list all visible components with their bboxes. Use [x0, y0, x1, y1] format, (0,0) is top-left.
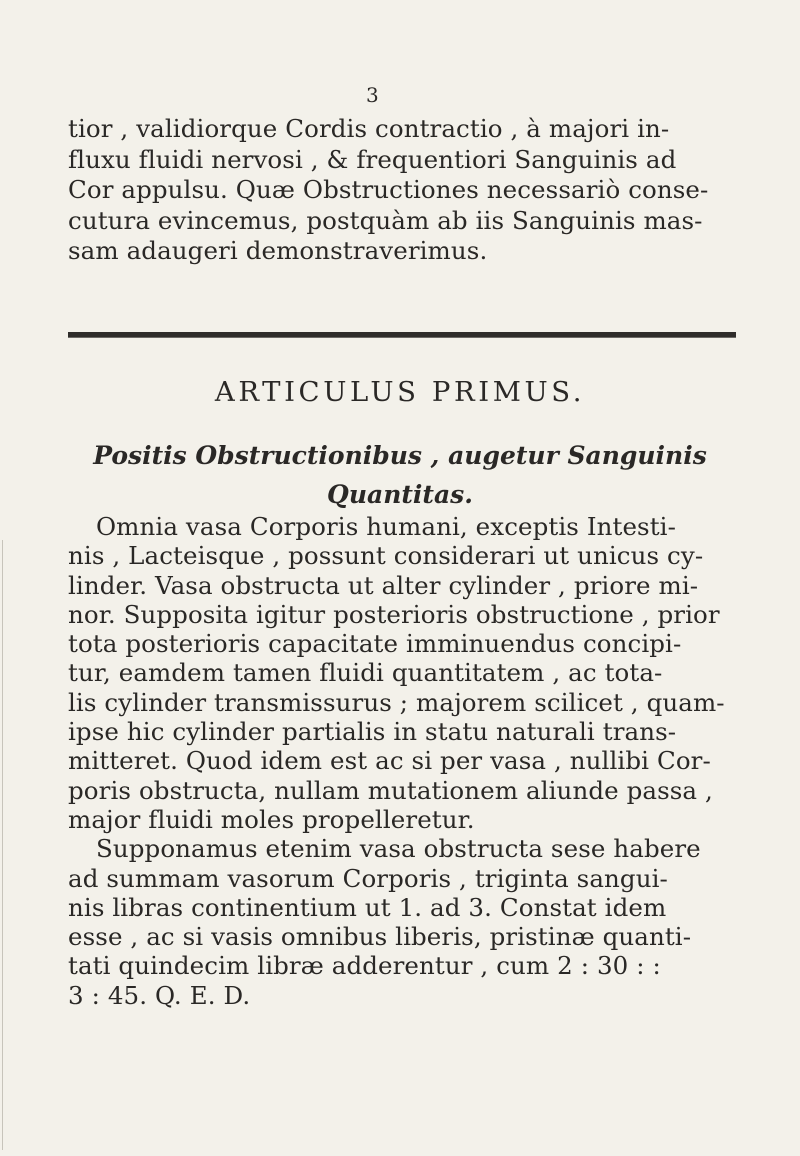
body-line: linder. Vasa obstructa ut alter cylinder , priore mi-: [68, 570, 699, 600]
section-subtitle: [0, 436, 800, 514]
body-line: tota posterioris capacitate imminuendus concipi-: [68, 629, 682, 659]
body-line: poris obstructa, nullam mutationem aliunde passa ,: [68, 775, 713, 805]
section-divider: [68, 332, 736, 338]
intro-line: Cor appulsu. Quæ Obstructiones necessariò conse-: [68, 175, 709, 204]
body-line: tati quindecim libræ adderentur , cum 2 : 30 : :: [68, 951, 661, 981]
body-paragraphs: [68, 512, 768, 1010]
body-line: mitteret. Quod idem est ac si per vasa , nullibi Cor-: [68, 746, 711, 776]
body-line: Supponamus etenim vasa obstructa sese habere: [96, 834, 701, 864]
intro-line: sam adaugeri demonstraverimus.: [68, 236, 488, 265]
binding-edge-line: [2, 540, 3, 1150]
body-line: nis , Lacteisque , possunt considerari ut unicus cy-: [68, 541, 704, 571]
subtitle-line: Quantitas.: [327, 480, 473, 509]
body-line: nor. Supposita igitur posterioris obstructione , prior: [68, 599, 720, 629]
intro-line: tior , validiorque Cordis contractio , à majori in-: [68, 114, 670, 143]
intro-paragraph: [68, 114, 768, 267]
body-line: esse , ac si vasis omnibus liberis, pristinæ quanti-: [68, 922, 692, 952]
intro-line: cutura evincemus, postquàm ab iis Sanguinis mas-: [68, 205, 703, 235]
body-line: ipse hic cylinder partialis in statu naturali trans-: [68, 717, 677, 747]
body-line: tur, eamdem tamen fluidi quantitatem , ac tota-: [68, 658, 663, 688]
intro-line: fluxu fluidi nervosi , & frequentiori Sanguinis ad: [68, 144, 677, 174]
body-line: lis cylinder transmissurus ; majorem scilicet , quam-: [68, 687, 725, 717]
subtitle-line: Positis Obstructionibus , augetur Sanguinis: [93, 441, 707, 470]
body-line: 3 : 45. Q. E. D.: [68, 980, 251, 1010]
page-number: 3: [366, 83, 379, 107]
body-line: ad summam vasorum Corporis , triginta sangui-: [68, 863, 668, 893]
body-line: nis libras continentium ut 1. ad 3. Constat idem: [68, 892, 667, 922]
section-heading: ARTICULUS PRIMUS.: [214, 376, 586, 408]
body-line: major fluidi moles propelleretur.: [68, 804, 475, 834]
body-line: Omnia vasa Corporis humani, exceptis Intesti-: [96, 512, 676, 541]
